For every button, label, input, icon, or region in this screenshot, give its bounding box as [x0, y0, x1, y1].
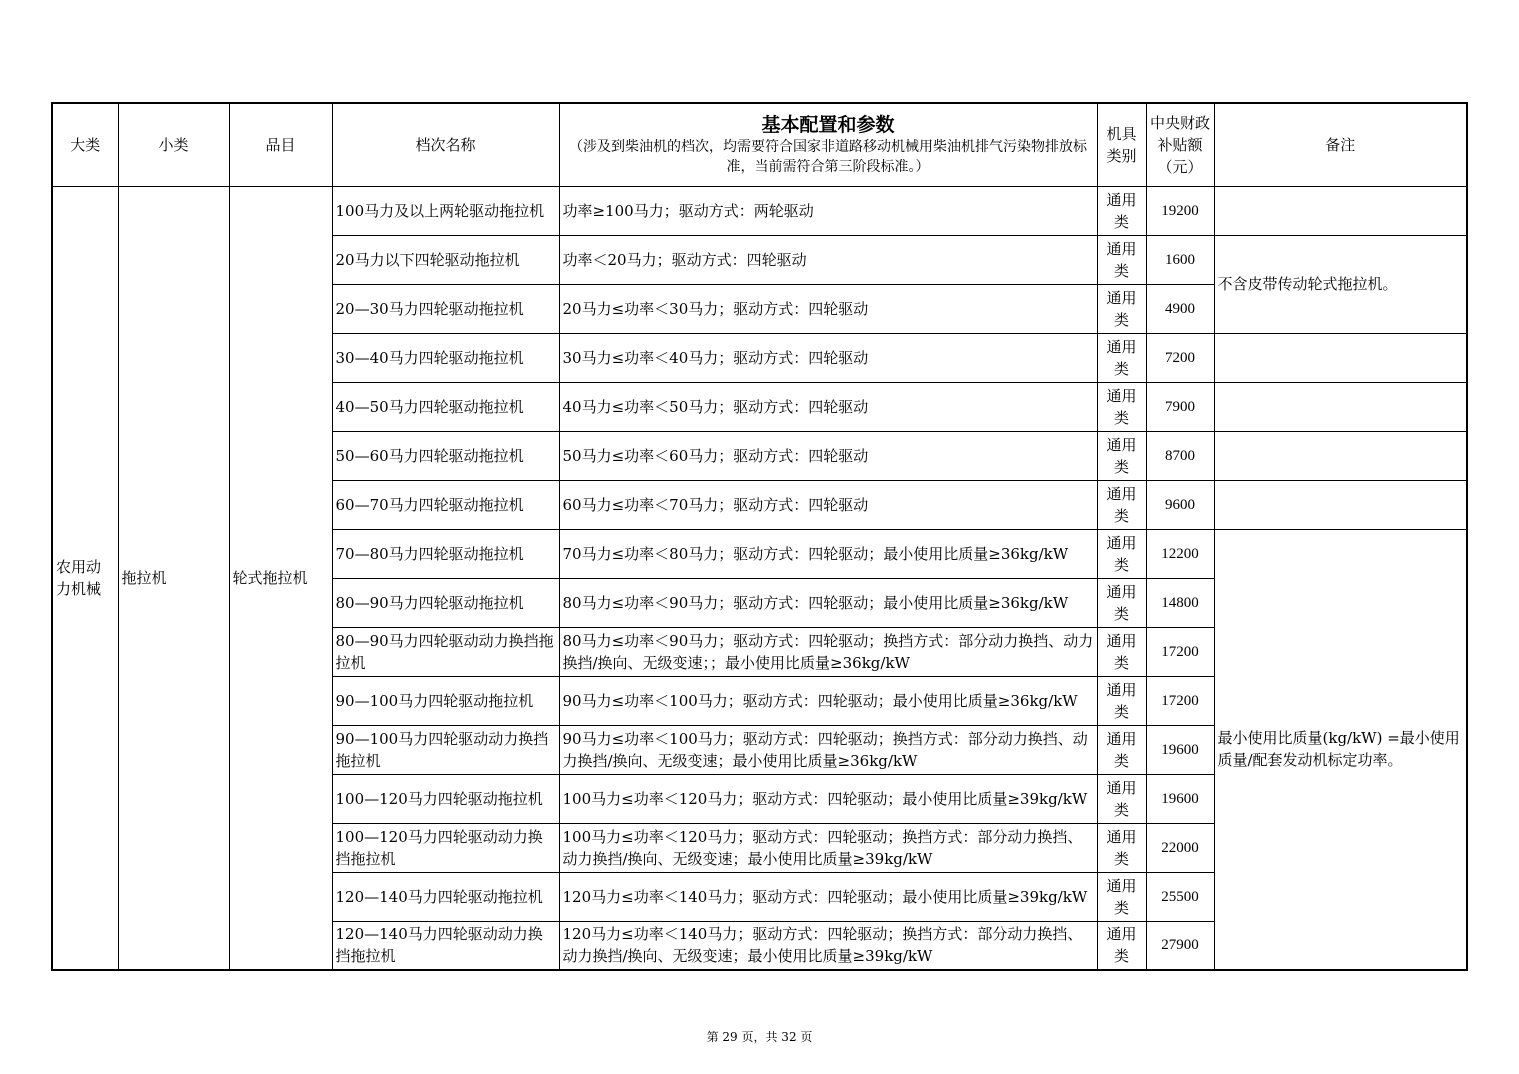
remarks-cell	[1214, 382, 1467, 431]
table-row	[52, 186, 1467, 235]
machine-type-cell: 通用类	[1097, 872, 1146, 921]
params-cell: 90马力≤功率＜100马力；驱动方式：四轮驱动；换挡方式：部分动力换挡、动力换挡/换向、无级变速；最小使用比质量≥36kg/kW	[559, 725, 1097, 774]
machine-type-cell: 通用类	[1097, 676, 1146, 725]
page-footer: 第 29 页，共 32 页	[706, 1030, 813, 1044]
subsidy-amount-cell: 12200	[1146, 529, 1214, 578]
header-subcategory: 小类	[118, 103, 229, 186]
grade-name-cell: 120—140马力四轮驱动动力换挡拖拉机	[332, 921, 559, 970]
grade-name-cell: 100马力及以上两轮驱动拖拉机	[332, 186, 559, 235]
subsidy-amount-cell: 19200	[1146, 186, 1214, 235]
params-cell: 90马力≤功率＜100马力；驱动方式：四轮驱动；最小使用比质量≥36kg/kW	[559, 676, 1097, 725]
params-cell: 功率＜20马力；驱动方式：四轮驱动	[559, 235, 1097, 284]
machine-type-cell: 通用类	[1097, 382, 1146, 431]
machine-type-cell: 通用类	[1097, 284, 1146, 333]
subsidy-amount-cell: 7900	[1146, 382, 1214, 431]
grade-name-cell: 90—100马力四轮驱动动力换挡拖拉机	[332, 725, 559, 774]
machine-type-cell: 通用类	[1097, 823, 1146, 872]
params-cell: 30马力≤功率＜40马力；驱动方式：四轮驱动	[559, 333, 1097, 382]
machine-type-cell: 通用类	[1097, 774, 1146, 823]
header-subsidy-amount: 中央财政补贴额（元）	[1146, 103, 1214, 186]
header-item: 品目	[229, 103, 332, 186]
header-grade-name: 档次名称	[332, 103, 559, 186]
subsidy-amount-cell: 27900	[1146, 921, 1214, 970]
params-cell: 80马力≤功率＜90马力；驱动方式：四轮驱动；换挡方式：部分动力换挡、动力换挡/换向、无级变速；；最小使用比质量≥36kg/kW	[559, 627, 1097, 676]
header-params	[559, 103, 1097, 186]
grade-name-cell: 90—100马力四轮驱动拖拉机	[332, 676, 559, 725]
params-cell: 20马力≤功率＜30马力；驱动方式：四轮驱动	[559, 284, 1097, 333]
subsidy-amount-cell: 7200	[1146, 333, 1214, 382]
remarks-cell	[1214, 333, 1467, 382]
grade-name-cell: 80—90马力四轮驱动拖拉机	[332, 578, 559, 627]
subsidy-amount-cell: 19600	[1146, 725, 1214, 774]
params-cell: 功率≥100马力；驱动方式：两轮驱动	[559, 186, 1097, 235]
grade-name-cell: 40—50马力四轮驱动拖拉机	[332, 382, 559, 431]
header-params-title: 基本配置和参数	[761, 113, 895, 136]
grade-name-cell: 100—120马力四轮驱动动力换挡拖拉机	[332, 823, 559, 872]
subsidy-table	[51, 102, 1468, 971]
grade-name-cell: 100—120马力四轮驱动拖拉机	[332, 774, 559, 823]
grade-name-cell: 20马力以下四轮驱动拖拉机	[332, 235, 559, 284]
params-cell: 80马力≤功率＜90马力；驱动方式：四轮驱动；最小使用比质量≥36kg/kW	[559, 578, 1097, 627]
grade-name-cell: 20—30马力四轮驱动拖拉机	[332, 284, 559, 333]
header-machine-type: 机具类别	[1097, 103, 1146, 186]
subsidy-amount-cell: 4900	[1146, 284, 1214, 333]
subsidy-amount-cell: 14800	[1146, 578, 1214, 627]
params-cell: 70马力≤功率＜80马力；驱动方式：四轮驱动；最小使用比质量≥36kg/kW	[559, 529, 1097, 578]
machine-type-cell: 通用类	[1097, 725, 1146, 774]
machine-type-cell: 通用类	[1097, 431, 1146, 480]
header-remarks: 备注	[1214, 103, 1467, 186]
subsidy-amount-cell: 9600	[1146, 480, 1214, 529]
subcategory-cell: 拖拉机	[118, 186, 229, 970]
grade-name-cell: 80—90马力四轮驱动动力换挡拖拉机	[332, 627, 559, 676]
remarks-cell	[1214, 431, 1467, 480]
remarks-cell	[1214, 186, 1467, 235]
params-cell: 120马力≤功率＜140马力；驱动方式：四轮驱动；换挡方式：部分动力换挡、动力换挡/换向、无级变速；最小使用比质量≥39kg/kW	[559, 921, 1097, 970]
subsidy-amount-cell: 8700	[1146, 431, 1214, 480]
params-cell: 120马力≤功率＜140马力；驱动方式：四轮驱动；最小使用比质量≥39kg/kW	[559, 872, 1097, 921]
params-cell: 60马力≤功率＜70马力；驱动方式：四轮驱动	[559, 480, 1097, 529]
subsidy-amount-cell: 22000	[1146, 823, 1214, 872]
params-cell: 40马力≤功率＜50马力；驱动方式：四轮驱动	[559, 382, 1097, 431]
params-cell: 100马力≤功率＜120马力；驱动方式：四轮驱动；换挡方式：部分动力换挡、动力换挡/换向、无级变速；最小使用比质量≥39kg/kW	[559, 823, 1097, 872]
grade-name-cell: 120—140马力四轮驱动拖拉机	[332, 872, 559, 921]
machine-type-cell: 通用类	[1097, 529, 1146, 578]
subsidy-amount-cell: 1600	[1146, 235, 1214, 284]
machine-type-cell: 通用类	[1097, 921, 1146, 970]
remarks-cell	[1214, 480, 1467, 529]
remarks-cell-belt: 不含皮带传动轮式拖拉机。	[1214, 235, 1467, 333]
header-category: 大类	[52, 103, 118, 186]
machine-type-cell: 通用类	[1097, 578, 1146, 627]
remarks-cell-mass: 最小使用比质量(kg/kW) =最小使用质量/配套发动机标定功率。	[1214, 529, 1467, 970]
table-body	[52, 186, 1467, 970]
item-cell: 轮式拖拉机	[229, 186, 332, 970]
machine-type-cell: 通用类	[1097, 333, 1146, 382]
header-params-note: （涉及到柴油机的档次，均需要符合国家非道路移动机械用柴油机排气污染物排放标准，当前需符合第三阶段标准。）	[569, 138, 1087, 175]
grade-name-cell: 50—60马力四轮驱动拖拉机	[332, 431, 559, 480]
machine-type-cell: 通用类	[1097, 186, 1146, 235]
params-cell: 100马力≤功率＜120马力；驱动方式：四轮驱动；最小使用比质量≥39kg/kW	[559, 774, 1097, 823]
category-cell: 农用动力机械	[52, 186, 118, 970]
subsidy-amount-cell: 25500	[1146, 872, 1214, 921]
grade-name-cell: 60—70马力四轮驱动拖拉机	[332, 480, 559, 529]
grade-name-cell: 70—80马力四轮驱动拖拉机	[332, 529, 559, 578]
subsidy-amount-cell: 17200	[1146, 627, 1214, 676]
machine-type-cell: 通用类	[1097, 480, 1146, 529]
machine-type-cell: 通用类	[1097, 627, 1146, 676]
params-cell: 50马力≤功率＜60马力；驱动方式：四轮驱动	[559, 431, 1097, 480]
machine-type-cell: 通用类	[1097, 235, 1146, 284]
subsidy-amount-cell: 19600	[1146, 774, 1214, 823]
grade-name-cell: 30—40马力四轮驱动拖拉机	[332, 333, 559, 382]
header-row	[52, 103, 1467, 186]
subsidy-amount-cell: 17200	[1146, 676, 1214, 725]
